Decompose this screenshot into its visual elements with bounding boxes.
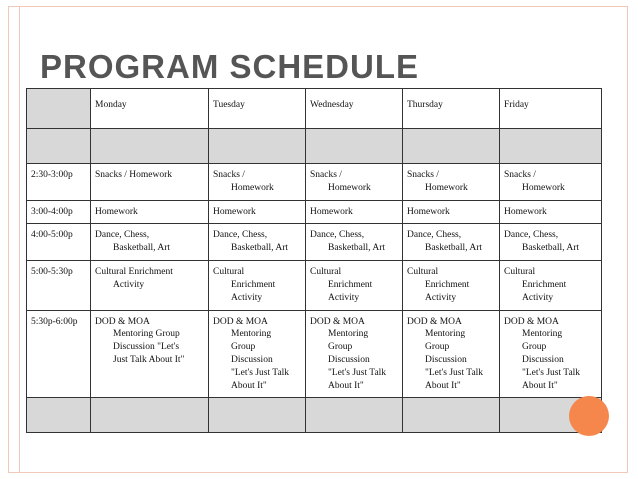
activity-line-indented: "Let's Just Talk [231,367,290,378]
activity-cell [91,310,209,398]
activity-line: DOD & MOA [504,316,559,327]
activity-cell [403,261,500,310]
activity-line-indented: Mentoring [522,329,563,340]
blank-row [27,398,602,433]
activity-line-indented: About It" [231,380,267,391]
activity-line: Dance, Chess, [213,230,268,241]
schedule-row [27,164,602,201]
activity-line: DOD & MOA [407,316,462,327]
activity-line-indented: About It" [425,380,461,391]
time-cell: 2:30-3:00p [27,164,91,201]
blank-cell [403,129,500,164]
activity-line-indented: Enrichment [522,279,567,290]
activity-line-indented: Mentoring [231,329,272,340]
schedule-row [27,310,602,398]
activity-line-indented: Group [425,342,450,353]
time-cell: 5:30p-6:00p [27,310,91,398]
activity-cell [306,164,403,201]
activity-line-indented: Homework [522,182,565,193]
activity-cell [306,310,403,398]
activity-line-indented: Basketball, Art [328,243,385,254]
activity-line-indented: Enrichment [425,279,470,290]
activity-line: Dance, Chess, [310,230,365,241]
activity-line-indented: Activity [113,279,145,290]
activity-line: DOD & MOA [310,316,365,327]
corner-cell [27,89,91,129]
blank-cell [500,129,602,164]
day-header: Wednesday [306,89,403,129]
activity-line: Homework [213,206,256,217]
page-title: PROGRAM SCHEDULE [40,48,420,85]
activity-cell [403,164,500,201]
activity-line-indented: "Let's Just Talk [522,367,581,378]
activity-line-indented: Enrichment [231,279,276,290]
activity-line: Snacks / [213,170,245,180]
blank-cell [209,129,306,164]
blank-cell [91,398,209,433]
activity-line-indented: Activity [231,292,263,303]
activity-cell [91,224,209,261]
activity-line-indented: Activity [522,292,554,303]
activity-line-indented: "Let's Just Talk [328,367,387,378]
activity-cell [403,224,500,261]
activity-line-indented: Homework [231,182,274,193]
activity-cell [500,224,602,261]
schedule-row [27,261,602,310]
day-header: Friday [500,89,602,129]
activity-line: Cultural [213,267,245,278]
activity-line: Dance, Chess, [504,230,559,241]
blank-cell [306,129,403,164]
activity-line-indented: Homework [328,182,371,193]
activity-line-indented: About It" [522,380,558,391]
activity-line-indented: Activity [425,292,457,303]
blank-cell [306,398,403,433]
activity-cell [209,261,306,310]
activity-line-indented: Discussion [328,354,370,365]
blank-row [27,129,602,164]
blank-cell [27,129,91,164]
day-header: Tuesday [209,89,306,129]
activity-line: Dance, Chess, [95,230,150,241]
activity-line: Homework [95,206,138,217]
activity-cell [306,200,403,224]
activity-line-indented: Group [522,342,547,353]
activity-line: Homework [504,206,547,217]
left-rule [19,6,20,473]
blank-cell [209,398,306,433]
day-header: Thursday [403,89,500,129]
activity-line-indented: Group [231,342,256,353]
activity-line: DOD & MOA [213,316,268,327]
activity-cell [209,200,306,224]
schedule-row [27,224,602,261]
activity-line: Homework [407,206,450,217]
header-row [27,89,602,129]
activity-cell [500,164,602,201]
activity-line-indented: Enrichment [328,279,373,290]
activity-line: Dance, Chess, [407,230,462,241]
activity-line: Snacks / [310,170,342,180]
time-cell: 3:00-4:00p [27,200,91,224]
activity-line-indented: Activity [328,292,360,303]
activity-cell [500,261,602,310]
activity-line: Snacks / [407,170,439,180]
day-header: Monday [91,89,209,129]
activity-line-indented: Discussion [522,354,564,365]
activity-line-indented: Homework [425,182,468,193]
blank-cell [403,398,500,433]
activity-line-indented: Basketball, Art [113,243,170,254]
activity-line-indented: Mentoring [425,329,466,340]
time-cell: 4:00-5:00p [27,224,91,261]
activity-line: DOD & MOA [95,316,150,327]
activity-cell [91,261,209,310]
activity-cell [500,310,602,398]
activity-line: Snacks / [504,170,536,180]
activity-cell [91,164,209,201]
activity-cell [209,310,306,398]
schedule-table [26,88,602,433]
activity-cell [209,224,306,261]
activity-cell [500,200,602,224]
activity-line-indented: Basketball, Art [425,243,482,254]
activity-line-indented: Mentoring [328,329,369,340]
activity-line: Cultural [407,267,439,278]
schedule-row [27,200,602,224]
activity-cell [209,164,306,201]
activity-line-indented: Discussion "Let's [113,342,180,353]
activity-line: Homework [310,206,353,217]
activity-line: Cultural [504,267,536,278]
activity-line-indented: Discussion [425,354,467,365]
activity-line-indented: "Let's Just Talk [425,367,484,378]
activity-cell [403,310,500,398]
blank-cell [27,398,91,433]
activity-cell [306,224,403,261]
activity-line-indented: Discussion [231,354,273,365]
activity-line-indented: Just Talk About It" [113,354,185,365]
time-cell: 5:00-5:30p [27,261,91,310]
blank-cell [91,129,209,164]
activity-cell [403,200,500,224]
activity-line-indented: Mentoring Group [113,329,180,340]
activity-line-indented: Basketball, Art [231,243,288,254]
activity-line-indented: Basketball, Art [522,243,579,254]
activity-line-indented: Group [328,342,353,353]
activity-cell [91,200,209,224]
activity-line-indented: About It" [328,380,364,391]
activity-line: Cultural Enrichment [95,267,173,278]
decorative-circle [569,396,609,436]
activity-line: Snacks / Homework [95,170,173,180]
activity-line: Cultural [310,267,342,278]
activity-cell [306,261,403,310]
